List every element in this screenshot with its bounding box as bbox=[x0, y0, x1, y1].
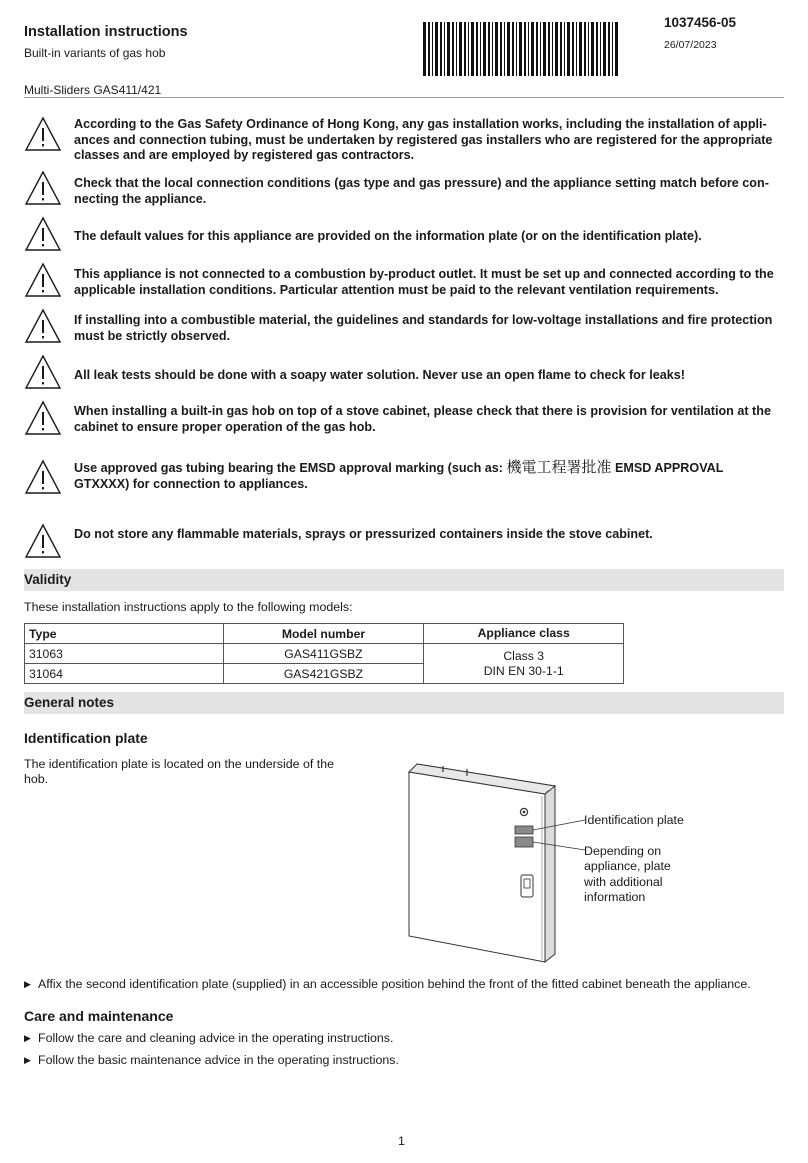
list-item-text: Follow the care and cleaning advice in the operating instructions. bbox=[38, 1031, 394, 1045]
emsd-approval-mark: 機電工程署批准 bbox=[506, 459, 612, 476]
warning-item bbox=[24, 262, 784, 304]
identification-plate-text: The identification plate is located on the underside of the hob. bbox=[24, 757, 334, 786]
subheading-care-maintenance: Care and maintenance bbox=[24, 1008, 174, 1024]
section-heading: General notes bbox=[24, 695, 115, 710]
warning-text: The default values for this appliance are provided on the information plate (or on the identification plate). bbox=[74, 229, 702, 243]
warning-text: Do not store any flammable materials, sprays or pressurized containers inside the stove cabinet. bbox=[74, 527, 653, 541]
warning-triangle-icon bbox=[24, 170, 62, 206]
table-header: Type bbox=[25, 624, 224, 644]
table-header-row bbox=[25, 624, 624, 644]
warning-text: If installing into a combustible material, the guidelines and standards for low-voltage installations and fire protection must be strictly observed. bbox=[74, 313, 773, 343]
warning-triangle-icon bbox=[24, 216, 62, 252]
warning-text: All leak tests should be done with a soapy water solution. Never use an open flame to check for leaks! bbox=[74, 368, 685, 382]
callout-identification-plate: Identification plate bbox=[584, 813, 684, 827]
warning-text: When installing a built-in gas hob on top of a stove cabinet, please check that there is provision for ventilation at the cabinet to ensure proper operation of the gas hob. bbox=[74, 404, 771, 434]
list-item-text: Affix the second identification plate (supplied) in an accessible position behind the front of the fitted cabinet beneath the appliance. bbox=[38, 977, 751, 991]
warning-item bbox=[24, 354, 784, 394]
warning-text-part: Use approved gas tubing bearing the EMSD approval marking (such as: bbox=[74, 461, 507, 475]
list-item bbox=[24, 977, 751, 991]
appliance-standard: DIN EN 30-1-1 bbox=[483, 663, 564, 678]
header-divider bbox=[24, 97, 784, 98]
validity-intro: These installation instructions apply to the following models: bbox=[24, 600, 353, 614]
table-header: Appliance class bbox=[424, 624, 624, 644]
section-general-notes bbox=[24, 692, 784, 714]
triangle-bullet-icon: ▶ bbox=[24, 1055, 31, 1065]
appliance-class: Class 3 bbox=[503, 648, 544, 663]
list-item bbox=[24, 1053, 399, 1067]
triangle-bullet-icon: ▶ bbox=[24, 979, 31, 989]
warning-item bbox=[24, 400, 784, 442]
models-table bbox=[24, 623, 624, 684]
document-subtitle: Built-in variants of gas hob bbox=[24, 46, 166, 60]
table-cell-type: 31063 bbox=[25, 644, 224, 664]
warning-text: This appliance is not connected to a combustion by-product outlet. It must be set up and connected according to the applicable installation conditions. Particular attention must be paid to the relevant ventilation requirements. bbox=[74, 267, 774, 297]
table-header: Model number bbox=[223, 624, 424, 644]
warning-text bbox=[74, 460, 780, 492]
table-cell-model: GAS421GSBZ bbox=[223, 664, 424, 684]
section-heading: Validity bbox=[24, 572, 72, 587]
warning-triangle-icon bbox=[24, 308, 62, 344]
warning-text: Check that the local connection conditions (gas type and gas pressure) and the appliance setting match before con-necting the appliance. bbox=[74, 176, 769, 206]
document-title: Installation instructions bbox=[24, 24, 188, 40]
callout-additional-plate: Depending on appliance, plate with additional information bbox=[584, 844, 671, 904]
document-number: 1037456-05 bbox=[664, 15, 737, 30]
table-row bbox=[25, 644, 624, 664]
warning-item bbox=[24, 216, 784, 256]
warning-item bbox=[24, 308, 784, 350]
warning-item bbox=[24, 459, 784, 501]
table-cell-type: 31064 bbox=[25, 664, 224, 684]
warning-triangle-icon bbox=[24, 400, 62, 436]
table-cell-model: GAS411GSBZ bbox=[223, 644, 424, 664]
section-validity bbox=[24, 569, 784, 591]
warning-item bbox=[24, 170, 784, 210]
warning-triangle-icon bbox=[24, 459, 62, 495]
page-number: 1 bbox=[398, 1134, 405, 1148]
table-cell-class bbox=[424, 644, 624, 684]
warning-text-part: EMSD APPROVAL GTXXXX) for connection to appliances. bbox=[74, 461, 724, 491]
model-line: Multi-Sliders GAS411/421 bbox=[24, 83, 162, 97]
triangle-bullet-icon: ▶ bbox=[24, 1033, 31, 1043]
warning-triangle-icon bbox=[24, 262, 62, 298]
document-date: 26/07/2023 bbox=[664, 39, 717, 51]
barcode bbox=[423, 22, 619, 76]
warning-triangle-icon bbox=[24, 116, 62, 152]
document-header bbox=[0, 0, 808, 100]
list-item bbox=[24, 1031, 393, 1045]
warning-item bbox=[24, 521, 784, 561]
warning-item bbox=[24, 114, 784, 164]
subheading-identification-plate: Identification plate bbox=[24, 730, 148, 746]
list-item-text: Follow the basic maintenance advice in the operating instructions. bbox=[38, 1053, 399, 1067]
warning-triangle-icon bbox=[24, 523, 62, 559]
warning-text: According to the Gas Safety Ordinance of Hong Kong, any gas installation works, including the installation of appli-ances and connection tubing, must be undertaken by registered gas installers who are registered for the appropriate classes and are employed by registered gas contractors. bbox=[74, 117, 773, 162]
warning-triangle-icon bbox=[24, 354, 62, 390]
